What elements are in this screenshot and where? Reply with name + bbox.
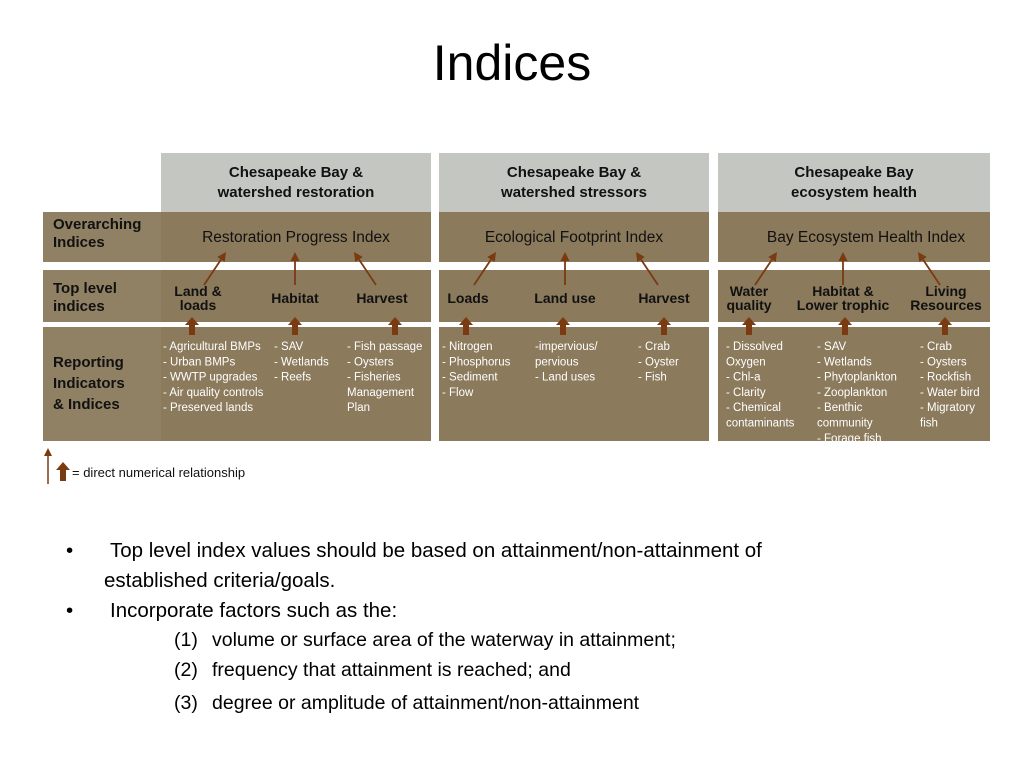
factor-item [66, 685, 966, 721]
factor-number: (3) [174, 692, 198, 714]
factor-number: (1) [174, 629, 198, 651]
reporting-indicator-list-line: - Sediment [442, 371, 498, 384]
column-header-title-line: Chesapeake Bay & [228, 164, 364, 181]
top-level-index-label-line: Land use [534, 290, 596, 306]
reporting-indicator-list-line: - Wetlands [274, 356, 329, 369]
top-level-index-label [638, 290, 690, 306]
thick-arrow-head [56, 462, 70, 470]
reporting-indicator-list-line: - Phytoplankton [817, 371, 897, 384]
reporting-indicator-list-line: - Phosphorus [442, 356, 511, 369]
top-level-index-label-line: quality [726, 297, 772, 313]
reporting-indicator-list-line: - Reefs [274, 371, 312, 384]
legend-thick-arrow [56, 462, 70, 481]
row-label-top-level-line: indices [53, 298, 105, 315]
reporting-indicator-list-line: Oxygen [726, 356, 766, 369]
reporting-indicator-list [163, 341, 264, 414]
reporting-indicator-list-line: - Land uses [535, 371, 596, 384]
top-level-index-label-line: Land & [174, 283, 222, 299]
reporting-indicator-list-line: - Forage fish [817, 432, 882, 445]
reporting-indicator-list-line: - SAV [274, 341, 304, 353]
top-level-index-label-line: Resources [910, 297, 982, 313]
reporting-indicator-list-line: - Preserved lands [163, 402, 254, 415]
reporting-indicator-list-line: - WWTP upgrades [163, 371, 258, 384]
row-label-reporting-line: & Indices [53, 396, 120, 413]
top-level-index-label [726, 283, 771, 313]
reporting-indicator-list-line: - Fisheries [347, 371, 401, 384]
bullet-text: Top level index values should be based on attainment/non-attainment of [110, 539, 762, 562]
bullet-marker: • [66, 599, 74, 622]
top-level-index-label-line: Habitat & [812, 283, 874, 299]
bullet-text: established criteria/goals. [104, 569, 336, 592]
column-header-bg [718, 153, 990, 212]
bullet-list [66, 536, 966, 721]
reporting-indicator-list-line: - Oysters [347, 356, 394, 369]
reporting-indicator-list-line: - Zooplankton [817, 386, 888, 399]
bullet-item [66, 536, 966, 566]
top-level-index-label-line: Harvest [356, 290, 408, 306]
reporting-indicator-list-line: - Oysters [920, 356, 967, 369]
overarching-index-label: Ecological Footprint Index [484, 229, 664, 246]
reporting-indicator-list-line: - Air quality controls [163, 386, 264, 399]
column-header-bg [439, 153, 709, 212]
bullet-marker: • [66, 539, 74, 562]
reporting-indicator-list-line: community [817, 417, 873, 430]
bullet-item-continuation [60, 566, 966, 596]
top-level-index-label-line: Living [925, 283, 967, 299]
top-level-index-label-line: Water [729, 283, 769, 299]
reporting-indicator-list-line: - Flow [442, 386, 474, 399]
reporting-indicator-list-line: pervious [535, 356, 579, 369]
reporting-indicator-list-line: fish [920, 417, 938, 430]
column-header-bg [161, 153, 431, 212]
overarching-index-label: Restoration Progress Index [202, 229, 390, 246]
reporting-indicator-list-line: - Crab [920, 341, 952, 353]
top-level-index-label-line: Lower trophic [796, 297, 890, 313]
top-level-index-label [447, 290, 488, 306]
reporting-indicator-list-line: - Clarity [726, 386, 766, 399]
row-label-reporting-line: Indicators [53, 375, 125, 392]
legend-thin-arrow-head [44, 448, 52, 456]
reporting-indicator-list-line: - Benthic [817, 402, 863, 415]
row-label-overarching-line: Indices [53, 234, 105, 251]
reporting-indicator-list-line: - Nitrogen [442, 341, 493, 353]
reporting-indicator-list-line: - Water bird [920, 386, 980, 399]
reporting-indicator-list-line: - Crab [638, 341, 670, 353]
row-label-overarching-line: Overarching [53, 216, 142, 233]
row-label-reporting [53, 354, 125, 413]
reporting-indicator-list-line: - Urban BMPs [163, 356, 236, 369]
reporting-indicator-list-line: - Migratory [920, 402, 975, 415]
factor-text: degree or amplitude of attainment/non-attainment [212, 692, 640, 714]
top-level-index-label-line: loads [179, 297, 217, 313]
factor-number: (2) [174, 659, 198, 681]
row-label-top-level-line: Top level [53, 280, 117, 297]
reporting-indicator-list-line: - Oyster [638, 356, 679, 369]
reporting-indicator-list-line: -impervious/ [535, 341, 598, 353]
reporting-indicator-list-line: - Chl-a [726, 371, 761, 384]
column-header-title-line: ecosystem health [791, 184, 917, 201]
reporting-indicator-list-line: - Fish [638, 371, 667, 384]
legend-text: = direct numerical relationship [72, 465, 246, 480]
bullet-item [66, 596, 966, 626]
reporting-indicator-list-line: - Agricultural BMPs [163, 341, 261, 353]
column-header-title-line: Chesapeake Bay & [506, 164, 642, 181]
top-level-index-label [356, 290, 408, 306]
reporting-indicator-list-line: - Dissolved [726, 341, 783, 353]
reporting-indicator-list-line: Plan [347, 402, 371, 415]
factor-text: frequency that attainment is reached; and [212, 659, 571, 681]
top-level-index-label [271, 290, 319, 306]
reporting-indicator-list-line: - Wetlands [817, 356, 872, 369]
reporting-indicator-list-line: - Rockfish [920, 371, 972, 384]
page-title: Indices [432, 35, 592, 91]
factor-item [66, 626, 966, 655]
reporting-indicator-list-line: - Chemical [726, 402, 781, 415]
row-label-reporting-line: Reporting [53, 354, 124, 371]
overarching-index-label: Bay Ecosystem Health Index [766, 229, 966, 246]
top-level-index-label-line: Loads [447, 290, 489, 306]
factor-item [66, 655, 966, 685]
reporting-indicator-list-line: Management [347, 386, 415, 399]
factor-text: volume or surface area of the waterway in attainment; [212, 629, 676, 651]
top-level-index-label [174, 283, 221, 313]
reporting-indicator-list-line: - Fish passage [347, 341, 423, 353]
top-level-index-label-line: Habitat [271, 290, 319, 306]
column-header-title-line: watershed restoration [217, 184, 375, 201]
reporting-indicator-list-line: contaminants [726, 417, 795, 430]
reporting-indicator-list-line: - SAV [817, 341, 847, 353]
top-level-index-label-line: Harvest [638, 290, 690, 306]
column-header-title-line: Chesapeake Bay [794, 164, 914, 181]
bullet-text: Incorporate factors such as the: [110, 599, 398, 622]
column-header-title-line: watershed stressors [501, 184, 647, 201]
top-level-index-label [534, 290, 596, 306]
